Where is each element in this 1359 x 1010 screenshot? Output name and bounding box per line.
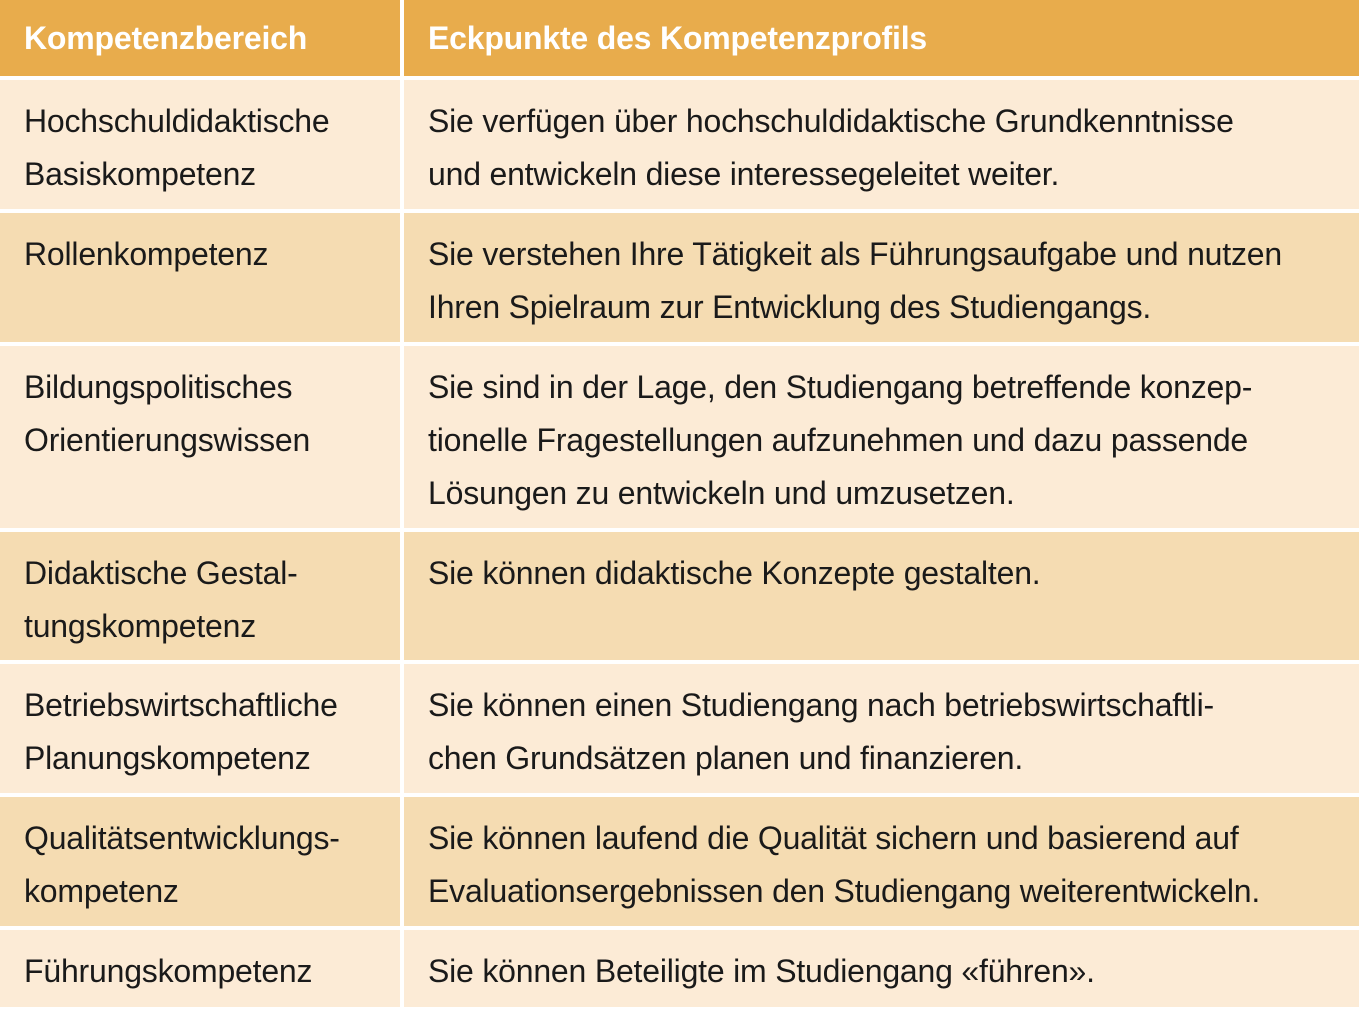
header-kompetenzbereich: Kompetenzbereich (0, 0, 400, 76)
table-row-area (0, 797, 400, 926)
area-line: Planungskompetenz (24, 740, 311, 776)
area-line: Rollenkompetenz (24, 236, 269, 272)
description-line: Sie verstehen Ihre Tätigkeit als Führungsaufgabe und nutzen (428, 236, 1282, 272)
description-line: Sie können einen Studiengang nach betriebswirtschaftli- (428, 687, 1214, 723)
description-line: Lösungen zu entwickeln und umzusetzen. (428, 475, 1015, 511)
description-line: Sie können didaktische Konzepte gestalten. (428, 555, 1041, 591)
table-row-area (0, 930, 400, 1007)
description-line: Evaluationsergebnissen den Studiengang weiterentwickeln. (428, 873, 1261, 909)
table-row-area (0, 532, 400, 660)
area-line: tungskompetenz (24, 608, 257, 644)
area-line: Basiskompetenz (24, 156, 256, 192)
table-row-description (404, 930, 1359, 1007)
table-row-area (0, 213, 400, 342)
description-line: Sie können Beteiligte im Studiengang «führen». (428, 953, 1095, 989)
table-row-description (404, 80, 1359, 209)
description-line: tionelle Fragestellungen aufzunehmen und dazu passende (428, 422, 1249, 458)
area-line: Didaktische Gestal- (24, 555, 298, 591)
description-line: und entwickeln diese interessegeleitet weiter. (428, 156, 1060, 192)
area-line: Führungskompetenz (24, 953, 313, 989)
table-row-description (404, 346, 1359, 528)
description-line: Sie verfügen über hochschuldidaktische Grundkenntnisse (428, 103, 1234, 139)
table-row-area (0, 664, 400, 793)
area-line: Hochschuldidaktische (24, 103, 330, 139)
table-row-description (404, 797, 1359, 926)
area-line: Bildungspolitisches (24, 369, 293, 405)
area-line: kompetenz (24, 873, 179, 909)
table-row-description (404, 664, 1359, 793)
description-line: Ihren Spielraum zur Entwicklung des Studiengangs. (428, 289, 1152, 325)
area-line: Betriebswirtschaftliche (24, 687, 338, 723)
description-line: Sie können laufend die Qualität sichern und basierend auf (428, 820, 1239, 856)
table-row-area (0, 80, 400, 209)
header-eckpunkte: Eckpunkte des Kompetenzprofils (404, 0, 1359, 76)
area-line: Qualitätsentwicklungs- (24, 820, 340, 856)
area-line: Orientierungswissen (24, 422, 311, 458)
description-line: chen Grundsätzen planen und finanzieren. (428, 740, 1024, 776)
description-line: Sie sind in der Lage, den Studiengang betreffende konzep- (428, 369, 1253, 405)
table-row-description (404, 532, 1359, 660)
table-row-area (0, 346, 400, 528)
table-row-description (404, 213, 1359, 342)
